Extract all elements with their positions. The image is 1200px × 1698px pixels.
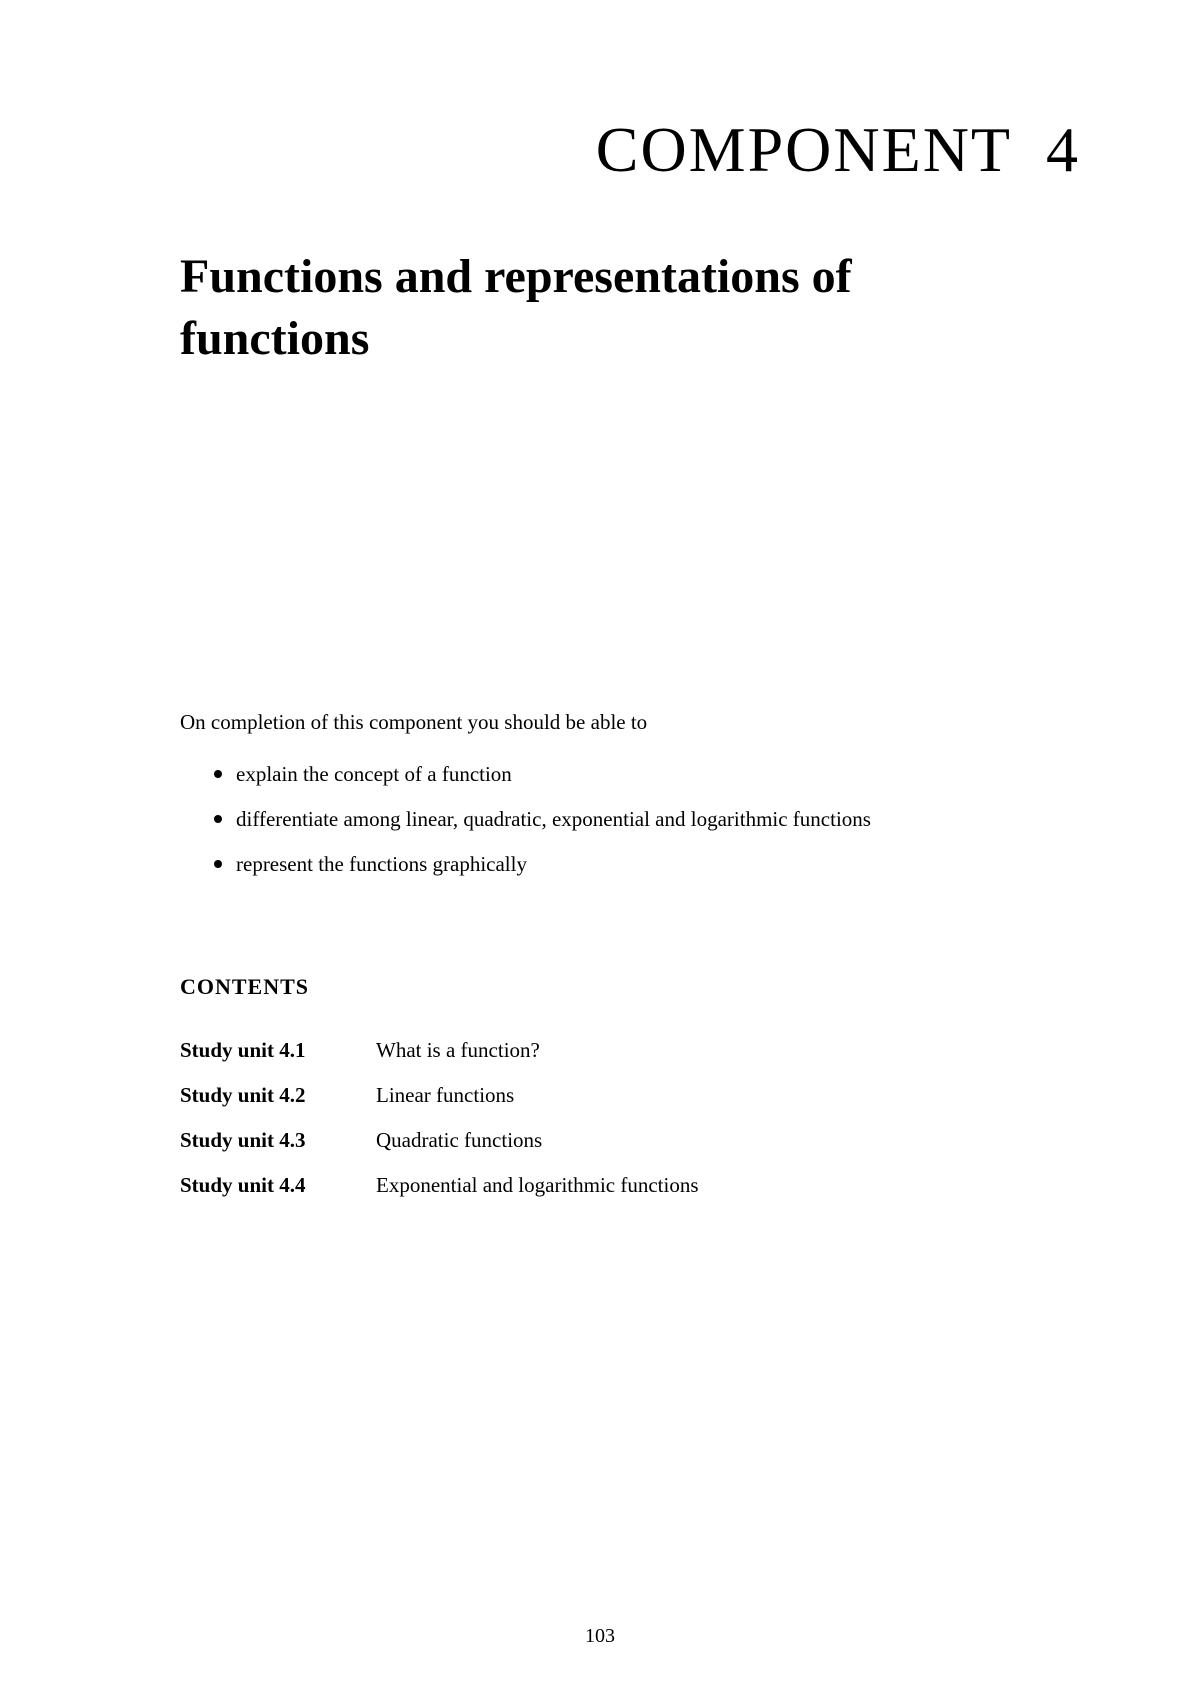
component-number: 4	[1046, 114, 1080, 185]
contents-row	[180, 1175, 699, 1220]
study-unit-number: Study unit 4.3	[180, 1128, 306, 1152]
chapter-title	[180, 246, 1040, 370]
objective-text: represent the functions graphically	[236, 852, 527, 876]
study-unit-title: What is a function?	[376, 1038, 540, 1062]
objective-text: explain the concept of a function	[236, 762, 512, 786]
study-unit-number: Study unit 4.2	[180, 1083, 306, 1107]
bullet-icon	[214, 860, 222, 868]
chapter-title-line-2: functions	[180, 312, 370, 365]
objectives-list	[210, 764, 871, 899]
study-unit-title: Quadratic functions	[376, 1128, 543, 1152]
contents-row	[180, 1130, 699, 1175]
study-unit-title: Linear functions	[376, 1083, 515, 1107]
contents-table	[180, 1040, 699, 1220]
objective-item	[210, 854, 871, 899]
objective-item	[210, 764, 871, 809]
component-label: COMPONENT	[595, 114, 1012, 185]
objective-item	[210, 809, 871, 854]
page-number: 103	[585, 1625, 615, 1647]
bullet-icon	[214, 770, 222, 778]
bullet-icon	[214, 815, 222, 823]
component-heading	[595, 114, 1080, 185]
study-unit-title: Exponential and logarithmic functions	[376, 1173, 699, 1197]
study-unit-number: Study unit 4.4	[180, 1173, 306, 1197]
contents-row	[180, 1085, 699, 1130]
contents-row	[180, 1040, 699, 1085]
objectives-intro: On completion of this component you should be able to	[180, 710, 648, 734]
study-unit-number: Study unit 4.1	[180, 1038, 306, 1062]
objective-text: differentiate among linear, quadratic, exponential and logarithmic functions	[236, 807, 871, 831]
contents-heading: CONTENTS	[180, 974, 310, 999]
chapter-title-line-1: Functions and representations of	[180, 250, 852, 303]
